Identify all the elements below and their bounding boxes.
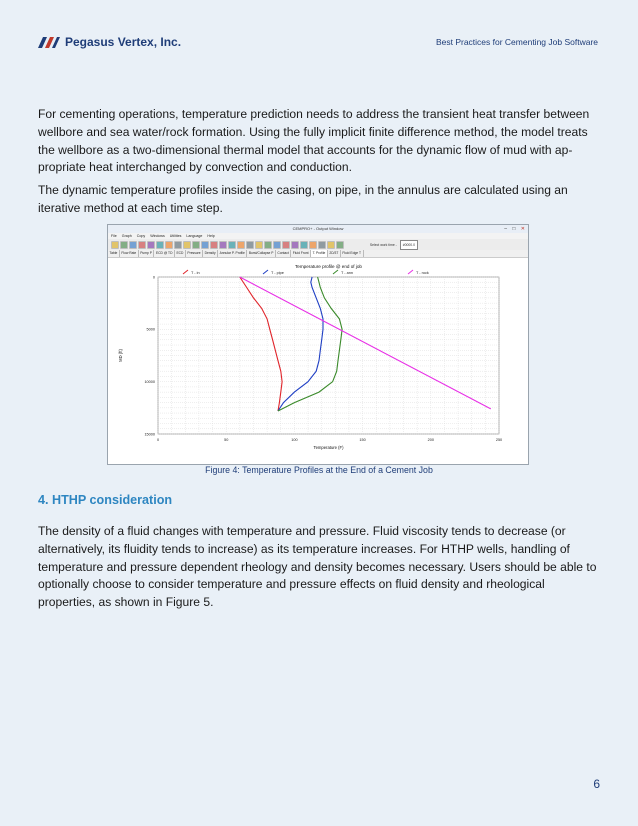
toolbar-button-icon[interactable] bbox=[246, 241, 254, 249]
minimize-icon[interactable]: – bbox=[504, 226, 507, 232]
y-tick-label: 15000 bbox=[144, 432, 155, 437]
menu-item-copy[interactable]: Copy bbox=[136, 234, 146, 238]
temperature-profile-chart bbox=[108, 257, 528, 465]
toolbar-button-icon[interactable] bbox=[156, 241, 164, 249]
paragraph-dynamic-profiles: The dynamic temperature profiles inside the casing, on pipe, in the annulus are calculated using an iterative method at each time step. bbox=[38, 183, 568, 215]
legend-label: T - pipe bbox=[271, 271, 284, 275]
toolbar-button-icon[interactable] bbox=[300, 241, 308, 249]
section-heading-hthp: 4. HTHP consideration bbox=[38, 493, 173, 507]
tab-2d-3t[interactable]: 2D/3T bbox=[328, 250, 341, 257]
time-step-dropdown[interactable]: #0000.0 bbox=[400, 240, 418, 250]
figure-caption: Figure 4: Temperature Profiles at the End of a Cement Job bbox=[205, 465, 433, 475]
toolbar-button-icon[interactable] bbox=[192, 241, 200, 249]
toolbar-button-icon[interactable] bbox=[291, 241, 299, 249]
toolbar-button-icon[interactable] bbox=[237, 241, 245, 249]
toolbar-button-icon[interactable] bbox=[318, 241, 326, 249]
tab-t-profile[interactable]: T. Profile bbox=[311, 250, 328, 257]
toolbar-button-icon[interactable] bbox=[327, 241, 335, 249]
close-icon[interactable]: ✕ bbox=[520, 226, 525, 232]
x-tick-label: 100 bbox=[291, 438, 298, 442]
menu-item-help[interactable]: Help bbox=[207, 234, 215, 238]
y-tick-label: 0 bbox=[152, 275, 155, 280]
menu-item-utilities[interactable]: Utilities bbox=[169, 234, 182, 238]
toolbar-button-icon[interactable] bbox=[201, 241, 209, 249]
toolbar-button-icon[interactable] bbox=[336, 241, 344, 249]
tab-pump-p[interactable]: Pump P bbox=[139, 250, 155, 257]
toolbar-button-icon[interactable] bbox=[111, 241, 119, 249]
legend-label: T - rock bbox=[416, 271, 429, 275]
paragraph-temperature-prediction: For cementing operations, temperature prediction needs to address the transient heat transfer between wellbore and sea water/rock formation. Using the fully implicit finite difference method, the model treats the wellbore as a two-dimensional thermal model that accounts for the dynamic flow of mud with ap-propriate heat interchanged by convection and conduction. bbox=[38, 107, 590, 175]
maximize-icon[interactable]: □ bbox=[512, 226, 516, 232]
header-logo bbox=[38, 35, 181, 49]
x-tick-label: 200 bbox=[427, 438, 434, 442]
toolbar-button-icon[interactable] bbox=[282, 241, 290, 249]
x-axis-label: Temperature (F) bbox=[313, 445, 344, 450]
figure-screenshot bbox=[107, 224, 529, 465]
toolbar-button-icon[interactable] bbox=[264, 241, 272, 249]
page-number: 6 bbox=[593, 777, 600, 791]
toolbar-button-icon[interactable] bbox=[120, 241, 128, 249]
menu-item-file[interactable]: File bbox=[111, 234, 117, 238]
tab-pressure[interactable]: Pressure bbox=[186, 250, 203, 257]
toolbar-button-icon[interactable] bbox=[309, 241, 317, 249]
legend-swatch bbox=[333, 270, 338, 274]
y-tick-label: 10000 bbox=[144, 379, 155, 384]
menu-item-windows[interactable]: Windows bbox=[150, 234, 165, 238]
company-name: Pegasus Vertex, Inc. bbox=[65, 35, 182, 49]
legend-label: T - ann bbox=[341, 271, 353, 275]
legend-label: T - in bbox=[191, 271, 200, 275]
tab-table[interactable]: Table bbox=[108, 250, 120, 257]
tab-fluid-edge-t[interactable]: Fluid Edge T bbox=[341, 250, 364, 257]
x-tick-label: 150 bbox=[359, 438, 366, 442]
menu-item-graph[interactable]: Graph bbox=[121, 234, 132, 238]
y-tick-label: 5000 bbox=[146, 327, 155, 332]
legend-swatch bbox=[408, 270, 413, 274]
toolbar-button-icon[interactable] bbox=[210, 241, 218, 249]
legend-swatch bbox=[183, 270, 188, 274]
menu-item-language[interactable]: Language bbox=[186, 234, 203, 238]
pegasus-logo-icon bbox=[38, 37, 60, 48]
y-axis-label: MD (ft) bbox=[118, 349, 123, 362]
tab-flow-rate[interactable]: Flow Rate bbox=[120, 250, 139, 257]
time-step-label: Select work time - bbox=[369, 243, 397, 247]
paragraph-hthp: The density of a fluid changes with temperature and pressure. Fluid viscosity tends to decrease (or alternatively, its fluidity tends to increase) as its temperature increases. For HTHP wells, handling of temperature and pressure dependent rheology and density becomes necessary. Users should be able to optionally choose to consider temperature and pressure effects on fluid density and rheological properties, as shown in Figure 5. bbox=[38, 524, 597, 610]
x-tick-label: 50 bbox=[224, 438, 229, 442]
tab-contact[interactable]: Contact bbox=[276, 250, 291, 257]
toolbar-button-icon[interactable] bbox=[255, 241, 263, 249]
time-step-selector bbox=[370, 240, 418, 250]
chart-title: Temperature profile @ end of job bbox=[295, 264, 362, 269]
tab-fluid-front[interactable]: Fluid Front bbox=[291, 250, 311, 257]
window-controls bbox=[504, 226, 525, 232]
toolbar-button-icon[interactable] bbox=[129, 241, 137, 249]
window-titlebar bbox=[108, 225, 528, 233]
toolbar-button-icon[interactable] bbox=[273, 241, 281, 249]
tab-ecd[interactable]: ECD bbox=[175, 250, 186, 257]
toolbar-button-icon[interactable] bbox=[174, 241, 182, 249]
toolbar-button-icon[interactable] bbox=[183, 241, 191, 249]
tab-annular-p-profile[interactable]: Annular P. Profile bbox=[218, 250, 247, 257]
tab-burst-collapse-p[interactable]: Burst/Collapse P bbox=[247, 250, 276, 257]
toolbar-button-icon[interactable] bbox=[165, 241, 173, 249]
toolbar-button-icon[interactable] bbox=[219, 241, 227, 249]
tab-density[interactable]: Density bbox=[203, 250, 218, 257]
window-title: CEMPRO+ - Output Window bbox=[292, 226, 344, 231]
tab-ecd-td[interactable]: ECD @ TD bbox=[154, 250, 174, 257]
toolbar-button-icon[interactable] bbox=[138, 241, 146, 249]
legend-swatch bbox=[263, 270, 268, 274]
x-tick-label: 0 bbox=[156, 438, 160, 442]
toolbar-button-icon[interactable] bbox=[147, 241, 155, 249]
toolbar-button-icon[interactable] bbox=[228, 241, 236, 249]
document-title: Best Practices for Cementing Job Software bbox=[435, 37, 598, 47]
x-tick-label: 250 bbox=[495, 438, 503, 442]
